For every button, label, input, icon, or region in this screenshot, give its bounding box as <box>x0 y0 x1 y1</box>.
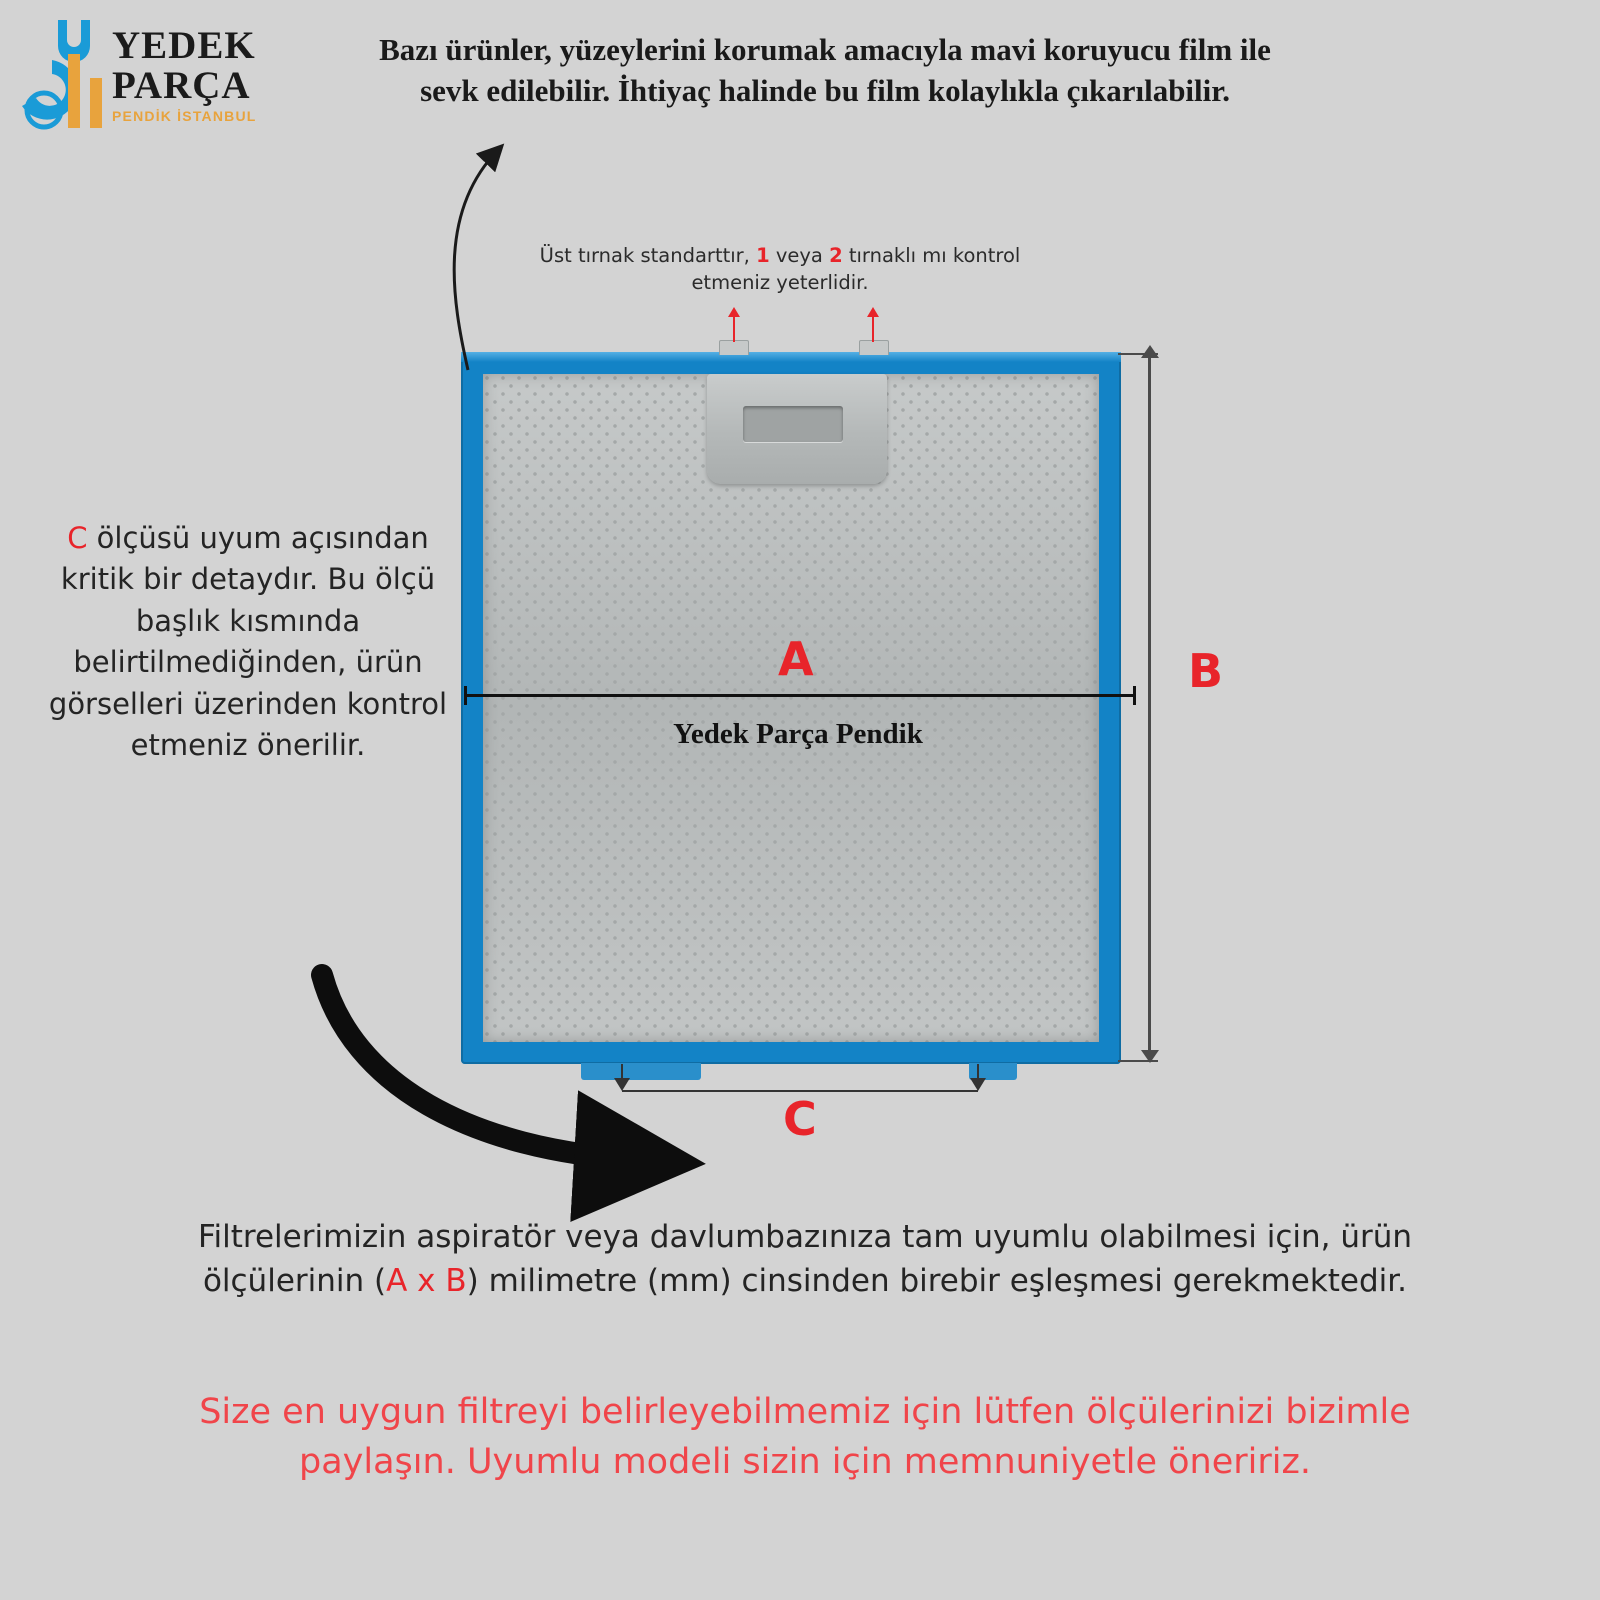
dimension-arrow-b-up-icon <box>1141 345 1159 358</box>
logo-line-2: PARÇA <box>112 64 251 108</box>
left-paragraph <box>48 518 448 767</box>
dimension-line-a <box>464 694 1136 697</box>
top-note-num1: 1 <box>756 244 770 267</box>
left-paragraph-letter: C <box>67 521 88 555</box>
dimension-label-b: B <box>1188 644 1224 698</box>
top-note-text <box>520 242 1040 297</box>
dimension-label-c: C <box>783 1092 817 1146</box>
filter-handle <box>707 374 887 484</box>
wrench-gear-icon <box>14 14 114 134</box>
headline-text: Bazı ürünler, yüzeylerini korumak amacıyla mavi koruyucu film ile sevk edilebilir. İhtiyaç halinde bu film kolaylıkla çıkarılabilir. <box>379 32 1271 108</box>
top-tab-right <box>859 340 889 355</box>
bottom-paragraph-part2: ) milimetre (mm) cinsinden birebir eşleşmesi gerekmektedir. <box>466 1263 1408 1300</box>
tab-pointer-right-icon <box>872 316 874 342</box>
bottom-paragraph-highlight: A x B <box>386 1263 467 1300</box>
red-call-to-action: Size en uygun filtreyi belirleyebilmemiz için lütfen ölçülerinizi bizimle paylaşın. Uyumlu modeli sizin için memnuniyetle öneririz. <box>199 1392 1411 1482</box>
top-note-num2: 2 <box>829 244 843 267</box>
logo-line-1: YEDEK <box>112 24 256 67</box>
bottom-paragraph <box>130 1215 1480 1303</box>
dimension-line-b <box>1148 353 1151 1061</box>
logo-subtitle: PENDİK İSTANBUL <box>112 108 257 125</box>
top-note-part2: veya <box>769 244 830 267</box>
callout-arrow-top-icon <box>454 150 498 370</box>
filter-illustration <box>461 352 1121 1064</box>
top-note-part1: Üst tırnak standarttır, <box>539 244 757 267</box>
brand-logo <box>14 10 314 140</box>
dimension-arrow-b-down-icon <box>1141 1050 1159 1063</box>
bottom-paragraph-part1: Filtrelerimizin aspiratör veya davlumbazınıza tam uyumlu olabilmesi için, ürün ölçülerinin ( <box>197 1219 1413 1300</box>
mesh-brand-text: Yedek Parça Pendik <box>673 718 923 750</box>
left-paragraph-text: ölçüsü uyum açısından kritik bir detaydır. Bu ölçü başlık kısmında belirtilmediğinden, ürün görselleri üzerinden kontrol etmeniz önerilir. <box>48 521 448 763</box>
tab-pointer-left-icon <box>733 316 735 342</box>
dimension-label-a: A <box>778 632 814 686</box>
top-tab-left <box>719 340 749 355</box>
top-note-part3: tırnaklı mı kontrol etmeniz yeterlidir. <box>691 244 1021 295</box>
logo-wordmark <box>112 26 312 124</box>
handle-slot <box>743 406 843 442</box>
bottom-tab-left <box>581 1063 701 1080</box>
